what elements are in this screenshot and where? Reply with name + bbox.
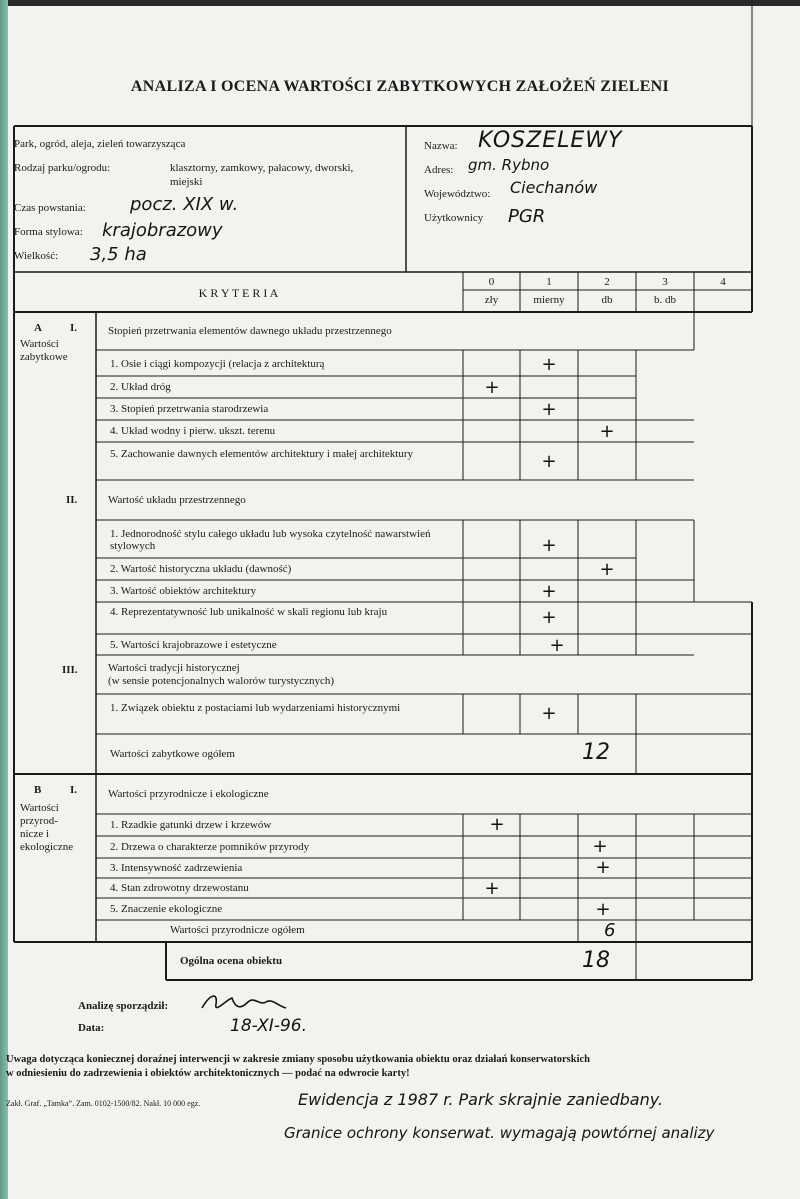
section-a-name-2: zabytkowe: [20, 351, 68, 363]
mark-a2-3: +: [541, 581, 557, 602]
name-label: Nazwa:: [424, 140, 458, 152]
score-col-3: 3: [662, 276, 668, 288]
mark-b-2: +: [592, 836, 608, 857]
a3-item-1: 1. Związek obiektu z postaciami lub wydarzeniami historycznymi: [110, 702, 401, 714]
park-kind-options: klasztorny, zamkowy, pałacowy, dworski,: [170, 162, 354, 174]
score-col-1: 1: [546, 276, 552, 288]
section-a-group-2: Wartość układu przestrzennego: [108, 494, 246, 506]
mark-a1-3: +: [541, 399, 557, 420]
section-a-letter: A: [34, 322, 42, 334]
voivodeship-value: Ciechanów: [510, 178, 598, 197]
section-b-group-1: Wartości przyrodnicze i ekologiczne: [108, 788, 269, 800]
mark-a3-1: +: [541, 703, 557, 724]
b-item-3: 3. Intensywność zadrzewienia: [110, 862, 243, 874]
name-value: KOSZELEWY: [478, 128, 623, 153]
criteria-header: K R Y T E R I A: [198, 286, 279, 300]
mark-a1-2: +: [484, 377, 500, 398]
users-value: PGR: [508, 206, 546, 227]
a1-item-5: 5. Zachowanie dawnych elementów architektury i małej architektury: [110, 448, 413, 460]
print-info: Zakł. Graf. „Tamka”. Zam. 0102-1500/82. Nakł. 10 000 egz.: [6, 1099, 201, 1108]
note-line-1: Uwaga dotycząca koniecznej doraźnej interwencji w zakresie zmiany sposobu użytkowania obiektu oraz działań konserwatorskich: [6, 1054, 590, 1065]
section-a-total-label: Wartości zabytkowe ogółem: [110, 748, 235, 760]
section-a-group-1: Stopień przetrwania elementów dawnego układu przestrzennego: [108, 325, 392, 337]
a1-item-4: 4. Układ wodny i pierw. ukszt. terenu: [110, 425, 276, 437]
mark-a2-4: +: [541, 607, 557, 628]
form-title: ANALIZA I OCENA WARTOŚCI ZABYTKOWYCH ZAŁOŻEŃ ZIELENI: [130, 78, 670, 95]
voivodeship-label: Województwo:: [424, 188, 491, 200]
score-label-2: db: [601, 294, 613, 306]
section-a-group-3a: Wartości tradycji historycznej: [108, 662, 240, 674]
section-b-name-2: przyrod-: [20, 815, 58, 827]
section-a-roman-1: I.: [70, 322, 78, 334]
park-kind-label: Rodzaj parku/ogrodu:: [14, 162, 111, 174]
mark-b-1: +: [489, 814, 505, 835]
section-a-group-3b: (w sensie potencjonalnych walorów turystycznych): [108, 675, 335, 687]
b-item-1: 1. Rzadkie gatunki drzew i krzewów: [110, 819, 272, 831]
score-label-3: b. db: [654, 294, 676, 306]
score-col-4: 4: [720, 276, 726, 288]
a2-item-4: 4. Reprezentatywność lub unikalność w skali regionu lub kraju: [110, 606, 388, 618]
score-col-2: 2: [604, 276, 610, 288]
period-value: pocz. XIX w.: [130, 194, 239, 215]
remark-line-1: Ewidencja z 1987 r. Park skrajnie zaniedbany.: [298, 1090, 664, 1109]
section-b-name-4: ekologiczne: [20, 841, 74, 853]
section-b-total-value: 6: [604, 920, 616, 941]
remark-line-2: Granice ochrony konserwat. wymagają powtórnej analizy: [284, 1124, 715, 1142]
address-label: Adres:: [424, 164, 454, 176]
b-item-4: 4. Stan zdrowotny drzewostanu: [110, 882, 249, 894]
size-value: 3,5 ha: [90, 244, 147, 265]
address-value: gm. Rybno: [468, 156, 550, 174]
mark-a1-5: +: [541, 451, 557, 472]
mark-b-4: +: [484, 878, 500, 899]
period-label: Czas powstania:: [14, 202, 86, 214]
style-value: krajobrazowy: [102, 220, 223, 241]
mark-b-3: +: [595, 857, 611, 878]
park-type-label: Park, ogród, aleja, zieleń towarzysząca: [14, 138, 186, 150]
score-label-1: mierny: [533, 294, 565, 306]
section-a-roman-3: III.: [62, 664, 78, 676]
size-label: Wielkość:: [14, 250, 59, 262]
section-b-total-label: Wartości przyrodnicze ogółem: [170, 924, 305, 936]
park-kind-options-2: miejski: [170, 176, 203, 188]
section-b-letter: B: [34, 784, 42, 796]
section-b-name-3: nicze i: [20, 828, 50, 840]
score-col-0: 0: [488, 276, 495, 288]
b-item-5: 5. Znaczenie ekologiczne: [110, 903, 223, 915]
mark-b-5: +: [595, 899, 611, 920]
mark-a2-2: +: [599, 559, 615, 580]
mark-a1-4: +: [599, 421, 615, 442]
note-line-2: w odniesieniu do zadrzewienia i obiektów architektonicznych — podać na odwrocie karty!: [6, 1068, 410, 1079]
a1-item-3: 3. Stopień przetrwania starodrzewia: [110, 403, 269, 415]
a2-item-5: 5. Wartości krajobrazowe i estetyczne: [110, 639, 277, 651]
a1-item-1: 1. Osie i ciągi kompozycji (relacja z architekturą: [110, 358, 325, 370]
overall-value: 18: [582, 948, 610, 973]
section-a-name-1: Wartości: [20, 338, 59, 350]
style-label: Forma stylowa:: [14, 226, 83, 238]
section-b-name-1: Wartości: [20, 802, 59, 814]
a2-item-3: 3. Wartość obiektów architektury: [110, 585, 257, 597]
prepared-label: Analizę sporządził:: [78, 1000, 169, 1012]
date-label: Data:: [78, 1022, 105, 1034]
section-a-total-value: 12: [582, 740, 610, 765]
mark-a2-1: +: [541, 535, 557, 556]
overall-label: Ogólna ocena obiektu: [180, 955, 283, 967]
section-a-roman-2: II.: [66, 494, 78, 506]
score-label-0: zły: [484, 294, 499, 306]
date-value: 18-XI-96.: [230, 1016, 307, 1036]
mark-a1-1: +: [541, 354, 557, 375]
a2-item-1: 1. Jednorodność stylu całego układu lub wysoka czytelność nawarstwień stylowych: [110, 528, 431, 552]
users-label: Użytkownicy: [424, 212, 484, 224]
a1-item-2: 2. Układ dróg: [110, 381, 171, 393]
b-item-2: 2. Drzewa o charakterze pomników przyrody: [110, 841, 310, 853]
mark-a2-5: +: [549, 635, 565, 656]
a2-item-2: 2. Wartość historyczna układu (dawność): [110, 563, 292, 575]
section-b-roman-1: I.: [70, 784, 78, 796]
